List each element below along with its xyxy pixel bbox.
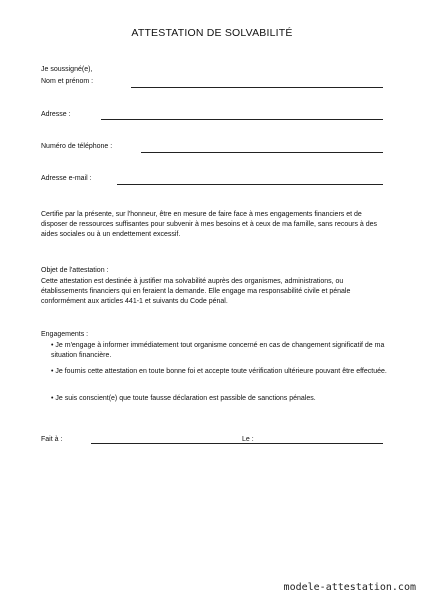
name-field-line[interactable] <box>131 87 383 88</box>
certification-paragraph: Certifie par la présente, sur l'honneur, être en mesure de faire face à mes engagements financiers et de disposer de ressources suffisantes pour subvenir à mes besoins et à ceux de ma famille, sans recours à des aides sociales ou à un endettement excessif. <box>41 211 378 239</box>
email-field-line[interactable] <box>117 184 383 185</box>
commitment-item: • Je fournis cette attestation en toute bonne foi et accepte toute vérification ultérieure pouvant être effectuée. <box>51 368 387 375</box>
phone-field-line[interactable] <box>141 152 383 153</box>
address-label: Adresse : <box>41 111 71 118</box>
phone-label: Numéro de téléphone : <box>41 143 113 150</box>
address-field-line[interactable] <box>101 119 383 120</box>
date-field-line[interactable] <box>231 443 383 444</box>
document-title: ATTESTATION DE SOLVABILITÉ <box>131 27 293 39</box>
place-label: Fait à : <box>41 436 63 443</box>
commitment-item: • Je m'engage à informer immédiatement tout organisme concerné en cas de changement significatif de ma situation financière. <box>51 342 385 360</box>
place-field-line[interactable] <box>91 443 231 444</box>
site-watermark: modele-attestation.com <box>283 582 416 593</box>
date-label: Le : <box>242 436 254 443</box>
purpose-heading: Objet de l'attestation : <box>41 267 109 274</box>
purpose-paragraph: Cette attestation est destinée à justifier ma solvabilité auprès des organismes, administrations, ou établissements financiers qui en feraient la demande. Elle engage ma responsabilité civile et pénale conformément aux articles 441-1 et suivants du Code pénal. <box>41 278 351 306</box>
commitments-heading: Engagements : <box>41 331 89 338</box>
commitment-item: • Je suis conscient(e) que toute fausse déclaration est passible de sanctions pénales. <box>51 395 316 402</box>
email-label: Adresse e-mail : <box>41 175 92 182</box>
name-label: Nom et prénom : <box>41 78 94 85</box>
intro-text: Je soussigné(e), <box>41 66 93 73</box>
